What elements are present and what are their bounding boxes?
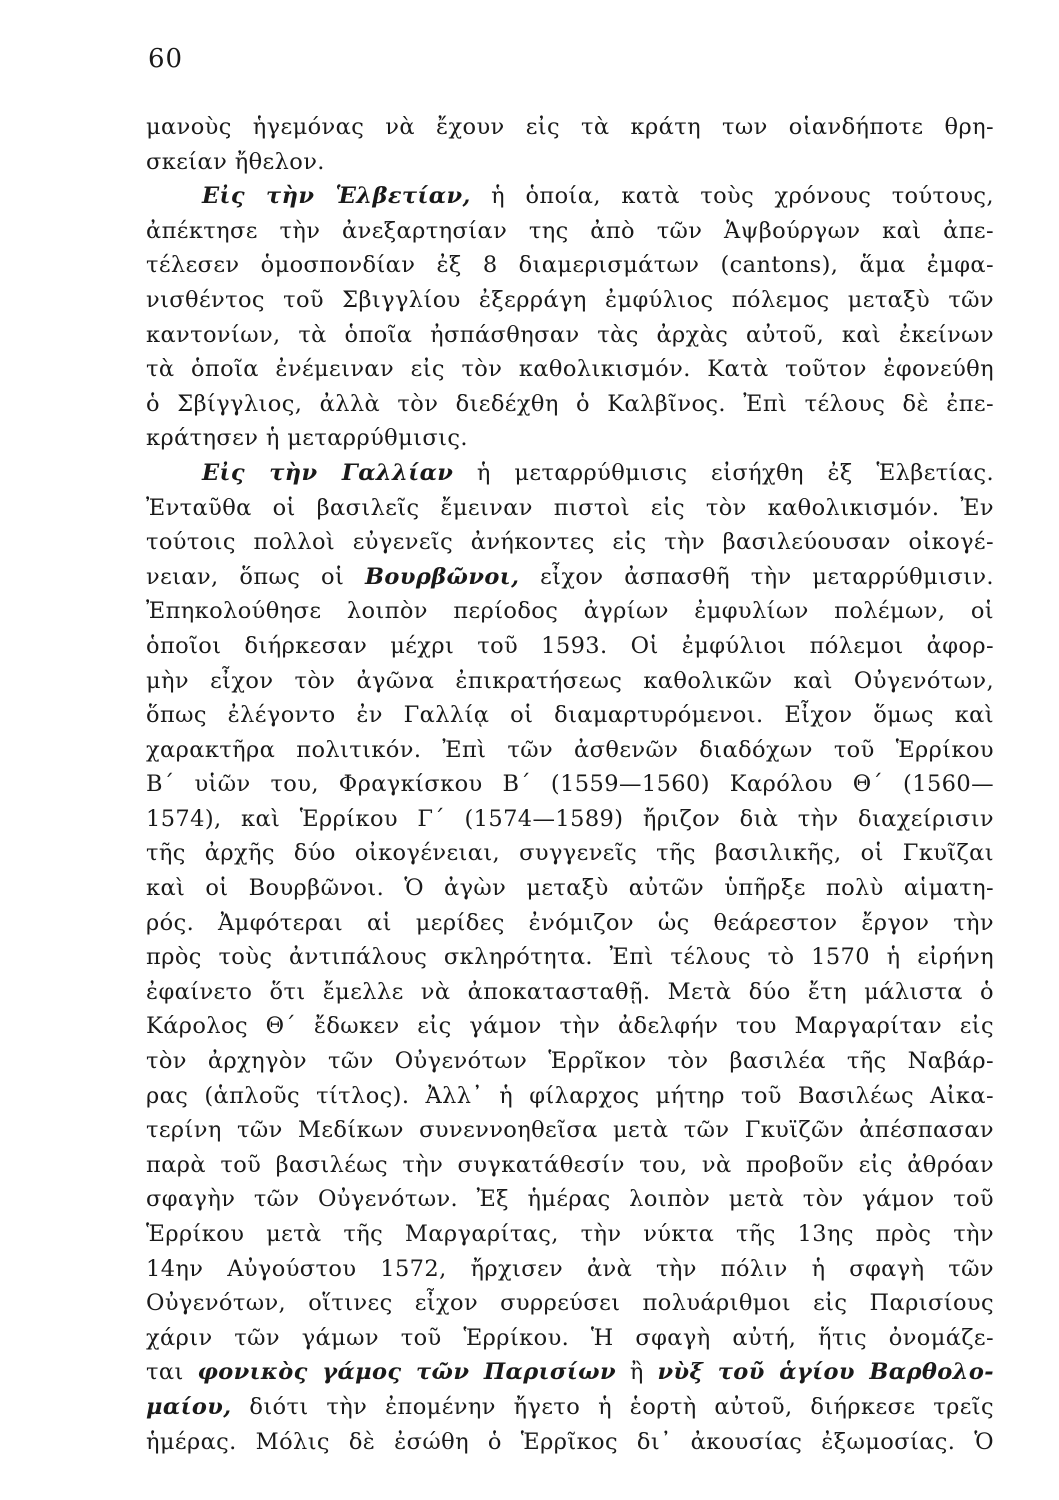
text-run: τέλεσεν ὁμοσπονδίαν ἐξ 8 διαμερισμάτων (cantons), ἅμα ἐμφα-	[146, 252, 994, 279]
text-run: νισθέντος τοῦ Σβιγγλίου ἐξερράγη ἐμφύλιος πόλεμος μεταξὺ τῶν	[146, 286, 994, 313]
text-line	[146, 1355, 994, 1390]
text-run: σκείαν ἤθελον.	[146, 148, 325, 175]
text-run: ἐφαίνετο ὅτι ἔμελλε νὰ ἀποκατασταθῇ. Μετὰ δύο ἔτη μάλιστα ὁ	[146, 978, 994, 1005]
text-line	[146, 352, 994, 387]
text-line	[146, 1321, 994, 1356]
text-run: Ἐπηκολούθησε λοιπὸν περίοδος ἀγρίων ἐμφυλίων πολέμων, οἱ	[146, 598, 994, 625]
text-line	[146, 179, 994, 214]
text-run: χάριν τῶν γάμων τοῦ Ἑρρίκου. Ἡ σφαγὴ αὐτή, ἥτις ὀνομάζε-	[146, 1324, 994, 1351]
text-run: καὶ οἱ Βουρβῶνοι. Ὁ ἀγὼν μεταξὺ αὐτῶν ὑπῆρξε πολὺ αἱματη-	[146, 875, 994, 902]
emphasized-text: Εἰς τὴν Γαλλίαν	[202, 459, 454, 486]
text-line	[146, 421, 994, 456]
text-line	[146, 698, 994, 733]
text-line	[146, 664, 994, 699]
text-run: ὁ Σβίγγλιος, ἀλλὰ τὸν διεδέχθη ὁ Καλβῖνος. Ἐπὶ τέλους δὲ ἐπε-	[146, 390, 994, 417]
text-run: τὸν ἀρχηγὸν τῶν Οὐγενότων Ἑρρῖκον τὸν βασιλέα τῆς Ναβάρ-	[146, 1048, 994, 1075]
text-run: ὅπως ἐλέγοντο ἐν Γαλλίᾳ οἱ διαμαρτυρόμενοι. Εἶχον ὅμως καὶ	[146, 702, 994, 729]
text-line	[146, 836, 994, 871]
text-run: τερίνη τῶν Μεδίκων συνεννοηθεῖσα μετὰ τῶν Γκυϊζῶν ἀπέσπασαν	[146, 1117, 994, 1144]
text-line	[146, 491, 994, 526]
text-run: 1574), καὶ Ἑρρίκου Γ΄ (1574—1589) ἤριζον διὰ τὴν διαχείρισιν	[146, 805, 994, 832]
text-line	[146, 1286, 994, 1321]
text-run: παρὰ τοῦ βασιλέως τὴν συγκατάθεσίν του, νὰ προβοῦν εἰς ἀθρόαν	[146, 1151, 994, 1178]
text-run: εἶχον ἀσπασθῆ τὴν μεταρρύθμισιν.	[519, 563, 994, 590]
text-line	[146, 214, 994, 249]
text-run: Οὐγενότων, οἵτινες εἶχον συρρεύσει πολυάριθμοι εἰς Παρισίους	[146, 1290, 994, 1317]
text-line	[146, 1148, 994, 1183]
text-run: ρας (ἁπλοῦς τίτλος). Ἀλλ᾽ ἡ φίλαρχος μήτηρ τοῦ Βασιλέως Αἰκα-	[146, 1082, 994, 1109]
text-run: καντονίων, τὰ ὁποῖα ἠσπάσθησαν τὰς ἀρχὰς αὐτοῦ, καὶ ἐκείνων	[146, 321, 994, 348]
text-line	[146, 940, 994, 975]
text-line	[146, 871, 994, 906]
text-line	[146, 906, 994, 941]
text-line	[146, 733, 994, 768]
text-run: ἢ	[616, 1359, 658, 1386]
text-run: ὁποῖοι διήρκεσαν μέχρι τοῦ 1593. Οἱ ἐμφύλιοι πόλεμοι ἀφορ-	[146, 632, 994, 659]
text-run: νειαν, ὅπως οἱ	[146, 563, 365, 590]
text-line	[146, 1009, 994, 1044]
text-line	[146, 387, 994, 422]
text-run: μὴν εἶχον τὸν ἀγῶνα ἐπικρατήσεως καθολικῶν καὶ Οὐγενότων,	[146, 667, 994, 694]
text-run: κράτησεν ἡ μεταρρύθμισις.	[146, 425, 468, 452]
text-line	[146, 1044, 994, 1079]
text-line	[146, 802, 994, 837]
text-line	[146, 525, 994, 560]
emphasized-text: Βουρβῶνοι,	[365, 563, 520, 590]
text-line	[146, 318, 994, 353]
text-run: τῆς ἀρχῆς δύο οἰκογένειαι, συγγενεῖς τῆς βασιλικῆς, οἱ Γκυῖζαι	[146, 840, 994, 867]
text-run: διότι τὴν ἐπομένην ἤγετο ἡ ἑορτὴ αὐτοῦ, διήρκεσε τρεῖς	[231, 1393, 994, 1420]
text-run: πρὸς τοὺς ἀντιπάλους σκληρότητα. Ἐπὶ τέλους τὸ 1570 ἡ εἰρήνη	[146, 944, 994, 971]
text-line	[146, 1182, 994, 1217]
text-run: Κάρολος Θ΄ ἔδωκεν εἰς γάμον τὴν ἀδελφήν του Μαργαρίταν εἰς	[146, 1013, 994, 1040]
text-run: μανοὺς ἡγεμόνας νὰ ἔχουν εἰς τὰ κράτη των οἱανδήποτε θρη-	[146, 114, 994, 140]
text-line	[146, 767, 994, 802]
emphasized-text: νὺξ τοῦ ἁγίου Βαρθολο-	[657, 1359, 994, 1386]
text-line	[146, 110, 994, 145]
text-run: τούτοις πολλοὶ εὐγενεῖς ἀνήκοντες εἰς τὴν βασιλεύουσαν οἰκογέ-	[146, 529, 994, 556]
text-line	[146, 975, 994, 1010]
text-line	[146, 1390, 994, 1425]
text-line	[146, 1217, 994, 1252]
emphasized-text: μαίου,	[146, 1393, 232, 1420]
text-run: σφαγὴν τῶν Οὐγενότων. Ἐξ ἡμέρας λοιπὸν μετὰ τὸν γάμον τοῦ	[146, 1186, 994, 1213]
text-run: ται	[146, 1359, 198, 1386]
text-run: χαρακτῆρα πολιτικόν. Ἐπὶ τῶν ἀσθενῶν διαδόχων τοῦ Ἑρρίκου	[146, 736, 994, 763]
text-line	[146, 1079, 994, 1114]
text-line	[146, 456, 994, 491]
text-line	[146, 1425, 994, 1460]
text-run: 14ην Αὐγούστου 1572, ἤρχισεν ἀνὰ τὴν πόλιν ἡ σφαγὴ τῶν	[146, 1255, 994, 1282]
text-line	[146, 594, 994, 629]
text-line	[146, 145, 994, 180]
text-run: ρός. Ἀμφότεραι αἱ μερίδες ἐνόμιζον ὡς θεάρεστον ἔργον τὴν	[146, 909, 994, 936]
text-line	[146, 283, 994, 318]
text-line	[146, 560, 994, 595]
text-run: Β΄ υἱῶν του, Φραγκίσκου Β΄ (1559—1560) Καρόλου Θ΄ (1560—	[146, 771, 994, 798]
text-line	[146, 629, 994, 664]
emphasized-text: φονικὸς γάμος τῶν Παρισίων	[197, 1359, 617, 1386]
text-run: Ἑρρίκου μετὰ τῆς Μαργαρίτας, τὴν νύκτα τῆς 13ης πρὸς τὴν	[146, 1221, 994, 1247]
text-line	[146, 1113, 994, 1148]
text-run: ἡμέρας. Μόλις δὲ ἐσώθη ὁ Ἑρρῖκος δι᾽ ἀκουσίας ἐξωμοσίας. Ὁ	[146, 1428, 994, 1455]
text-body	[146, 110, 994, 1459]
text-run: τὰ ὁποῖα ἐνέμειναν εἰς τὸν καθολικισμόν. Κατὰ τοῦτον ἐφονεύθη	[146, 356, 994, 383]
text-line	[146, 1252, 994, 1287]
emphasized-text: Εἰς τὴν Ἑλβετίαν,	[202, 183, 471, 210]
page-number: 60	[148, 44, 184, 74]
text-run: ἡ ὁποία, κατὰ τοὺς χρόνους τούτους,	[470, 183, 994, 210]
text-run: Ἐνταῦθα οἱ βασιλεῖς ἔμειναν πιστοὶ εἰς τὸν καθολικισμόν. Ἐν	[146, 494, 994, 521]
text-run: ἡ μεταρρύθμισις εἰσήχθη ἐξ Ἑλβετίας.	[453, 459, 994, 486]
text-line	[146, 248, 994, 283]
text-run: ἀπέκτησε τὴν ἀνεξαρτησίαν της ἀπὸ τῶν Ἁψβούργων καὶ ἀπε-	[146, 217, 994, 244]
